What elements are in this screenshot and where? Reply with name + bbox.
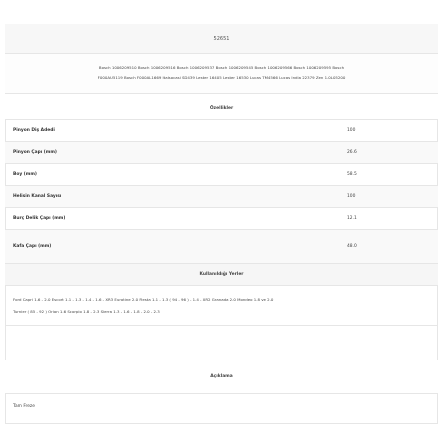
- feature-value: 12.1: [347, 216, 357, 221]
- feature-row: [5, 230, 438, 264]
- feature-label: Burç Delik Çapı (mm): [13, 216, 66, 221]
- feature-label: Pinyon Çapı (mm): [13, 150, 57, 155]
- feature-value: 48.0: [347, 244, 357, 249]
- reference-codes: [5, 54, 438, 94]
- feature-label: Boy (mm): [13, 172, 37, 177]
- compatibility-line: Ford Capri 1.6 - 2.0 Escort 1.1 - 1.3 - 1.4 - 1.6 - XR3 Eurotine 2.0 Fiesta 1.1 - 1.3 ( 94 - 96 ) - 1.4 - XR2 Granada 2.0 Mondeo 1.8 ve 2.0: [13, 297, 274, 302]
- feature-label: Pinyon Diş Adedi: [13, 128, 55, 133]
- description-heading: Açıklama: [5, 360, 438, 394]
- feature-label: Helisin Kanal Sayısı: [13, 194, 62, 199]
- reference-line: Bosch 1006209510 Bosch 1006209516 Bosch 1006209537 Bosch 1006209545 Bosch 1006209566 Bosch 1006209595 Bosch: [98, 65, 345, 70]
- reference-line: F000AU5119 Bosch F000AL1669 Italsocasi SD439 Lester 16405 Lester 16530 Lucas TM4566 Lucas India 22379 Zen 1.0L05200: [97, 75, 346, 80]
- feature-row: [5, 120, 438, 142]
- feature-value: 100: [347, 128, 356, 133]
- feature-row: [5, 208, 438, 230]
- feature-row: [5, 186, 438, 208]
- feature-label: Kafa Çapı (mm): [13, 244, 52, 249]
- compatibility-list: [5, 286, 438, 326]
- features-heading: Özellikler: [5, 94, 438, 120]
- compatibility-heading: Kullanıldığı Yerler: [5, 264, 438, 286]
- feature-value: 26.6: [347, 150, 357, 155]
- feature-row: [5, 142, 438, 164]
- feature-row: [5, 164, 438, 186]
- description-text: Tam Freze: [5, 394, 438, 424]
- feature-value: 58.5: [347, 172, 357, 177]
- feature-value: 100: [347, 194, 356, 199]
- compatibility-line: Turnier ( 85 - 92 ) Orion 1.6 Scorpio 1.8 - 2.3 Sierra 1.3 - 1.6 - 1.8 - 2.0 - 2.3: [13, 309, 160, 314]
- product-code: 52651: [5, 24, 438, 54]
